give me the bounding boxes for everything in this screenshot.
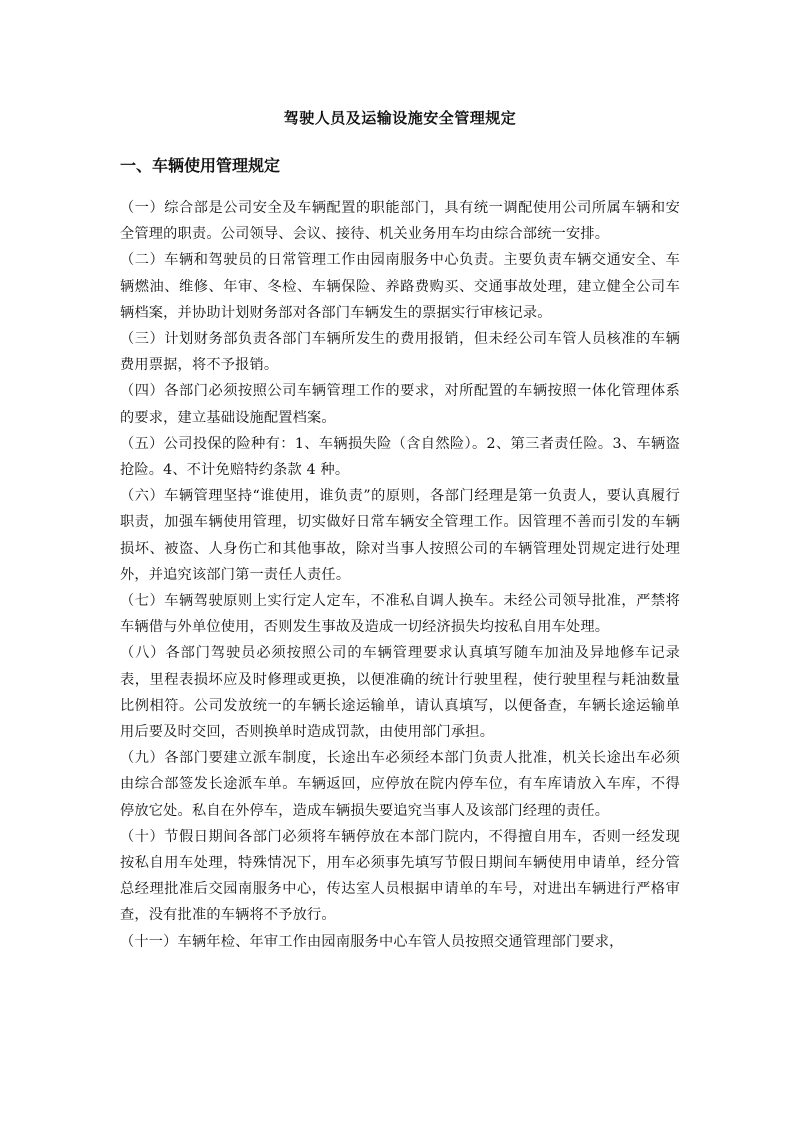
paragraph-6: （六）车辆管理坚持“谁使用，谁负责”的原则，各部门经理是第一负责人，要认真履行职责，加强车辆使用管理，切实做好日常车辆安全管理工作。因管理不善而引发的车辆损坏、被盗、人身伤亡和其他事故，除对当事人按照公司的车辆管理处罚规定进行处理外，并追究该部门第一责任人责任。 (120, 488, 680, 583)
paragraph-4: （四）各部门必须按照公司车辆管理工作的要求，对所配置的车辆按照一体化管理体系的要求，建立基础设施配置档案。 (120, 383, 680, 426)
paragraph-2: （二）车辆和驾驶员的日常管理工作由园南服务中心负责。主要负责车辆交通安全、车辆燃油、维修、年审、冬检、车辆保险、养路费购买、交通事故处理，建立健全公司车辆档案，并协助计划财务部对各部门车辆发生的票据实行审核记录。 (120, 252, 680, 321)
paragraph-8: （八）各部门驾驶员必须按照公司的车辆管理要求认真填写随车加油及异地修车记录表，里程表损坏应及时修理或更换，以便准确的统计行驶里程，使行驶里程与耗油数量比例相符。公司发放统一的车辆长途运输单，请认真填写，以便备查，车辆长途运输单用后要及时交回，否则换单时造成罚款，由使用部门承担。 (120, 645, 680, 741)
paragraph-7: （七）车辆驾驶原则上实行定人定车，不准私自调人换车。未经公司领导批准，严禁将车辆借与外单位使用，否则发生事故及造成一切经济损失均按私自用车处理。 (120, 593, 680, 636)
paragraph-1: （一）综合部是公司安全及车辆配置的职能部门，具有统一调配使用公司所属车辆和安全管理的职责。公司领导、会议、接待、机关业务用车均由综合部统一安排。 (120, 200, 680, 243)
paragraph-10: （十）节假日期间各部门必须将车辆停放在本部门院内，不得擅自用车，否则一经发现按私自用车处理，特殊情况下，用车必须事先填写节假日期间车辆使用申请单，经分管总经理批准后交园南服务中心，传达室人员根据申请单的车号，对进出车辆进行严格审查，没有批准的车辆将不予放行。 (120, 828, 680, 924)
paragraph-11: （十一）车辆年检、年审工作由园南服务中心车管人员按照交通管理部门要求， (120, 933, 624, 950)
paragraph-5: （五）公司投保的险种有：1、车辆损失险（含自然险）。2、第三者责任险。3、车辆盗抢险。4、不计免赔特约条款 4 种。 (120, 435, 680, 479)
section-heading: 一、车辆使用管理规定 (120, 156, 281, 175)
paragraph-3: （三）计划财务部负责各部门车辆所发生的费用报销，但未经公司车管人员核准的车辆费用票据，将不予报销。 (120, 331, 680, 374)
document-title: 驾驶人员及运输设施安全管理规定 (283, 109, 517, 127)
paragraph-9: （九）各部门要建立派车制度，长途出车必须经本部门负责人批准，机关长途出车必须由综合部签发长途派车单。车辆返回，应停放在院内停车位，有车库请放入车库，不得停放它处。私自在外停车，造成车辆损失要追究当事人及该部门经理的责任。 (120, 750, 680, 819)
